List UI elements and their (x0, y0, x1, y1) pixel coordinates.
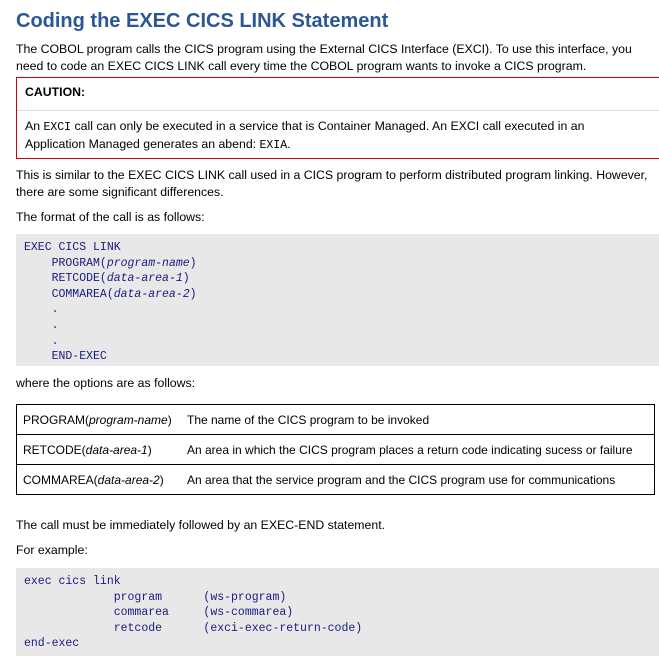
option-name: PROGRAM(program-name) (17, 405, 182, 435)
caution-code-exci: EXCI (43, 121, 72, 134)
format-intro: The format of the call is as follows: (16, 210, 205, 224)
option-name: RETCODE(data-area-1) (17, 435, 182, 465)
caution-code-exia: EXIA (259, 139, 288, 152)
option-description: An area in which the CICS program places a return code indicating sucess or failure (181, 435, 655, 465)
table-row (17, 435, 655, 465)
caution-divider (17, 110, 659, 111)
options-intro: where the options are as follows: (16, 376, 196, 390)
option-description: An area that the service program and the CICS program use for communications (181, 465, 655, 495)
table-row (17, 405, 655, 435)
similar-paragraph: This is similar to the EXEC CICS LINK call used in a CICS program to perform distributed program linking. However, there are some significant differences. (16, 168, 648, 199)
options-table (16, 404, 655, 495)
example-intro: For example: (16, 543, 88, 557)
page-title: Coding the EXEC CICS LINK Statement (16, 10, 389, 32)
table-row (17, 465, 655, 495)
format-code-block: EXEC CICS LINK PROGRAM(program-name) RETCODE(data-area-1) COMMAREA(data-area-2) . . . END-EXEC (16, 234, 659, 366)
intro-paragraph: The COBOL program calls the CICS program using the External CICS Interface (EXCI). To use this interface, you need to code an EXEC CICS LINK call every time the COBOL program wants to invoke a CICS program. (16, 42, 632, 73)
caution-text: An EXCI call can only be executed in a service that is Container Managed. An EXCI call executed in an Application Managed generates an abend: EXIA. (25, 119, 585, 152)
caution-box (16, 77, 659, 159)
option-description: The name of the CICS program to be invoked (181, 405, 655, 435)
example-code-block: exec cics link program (ws-program) commarea (ws-commarea) retcode (exci-exec-return-code) end-exec (16, 568, 659, 656)
option-name: COMMAREA(data-area-2) (17, 465, 182, 495)
followed-paragraph: The call must be immediately followed by an EXEC-END statement. (16, 518, 386, 532)
caution-heading: CAUTION: (25, 85, 86, 99)
